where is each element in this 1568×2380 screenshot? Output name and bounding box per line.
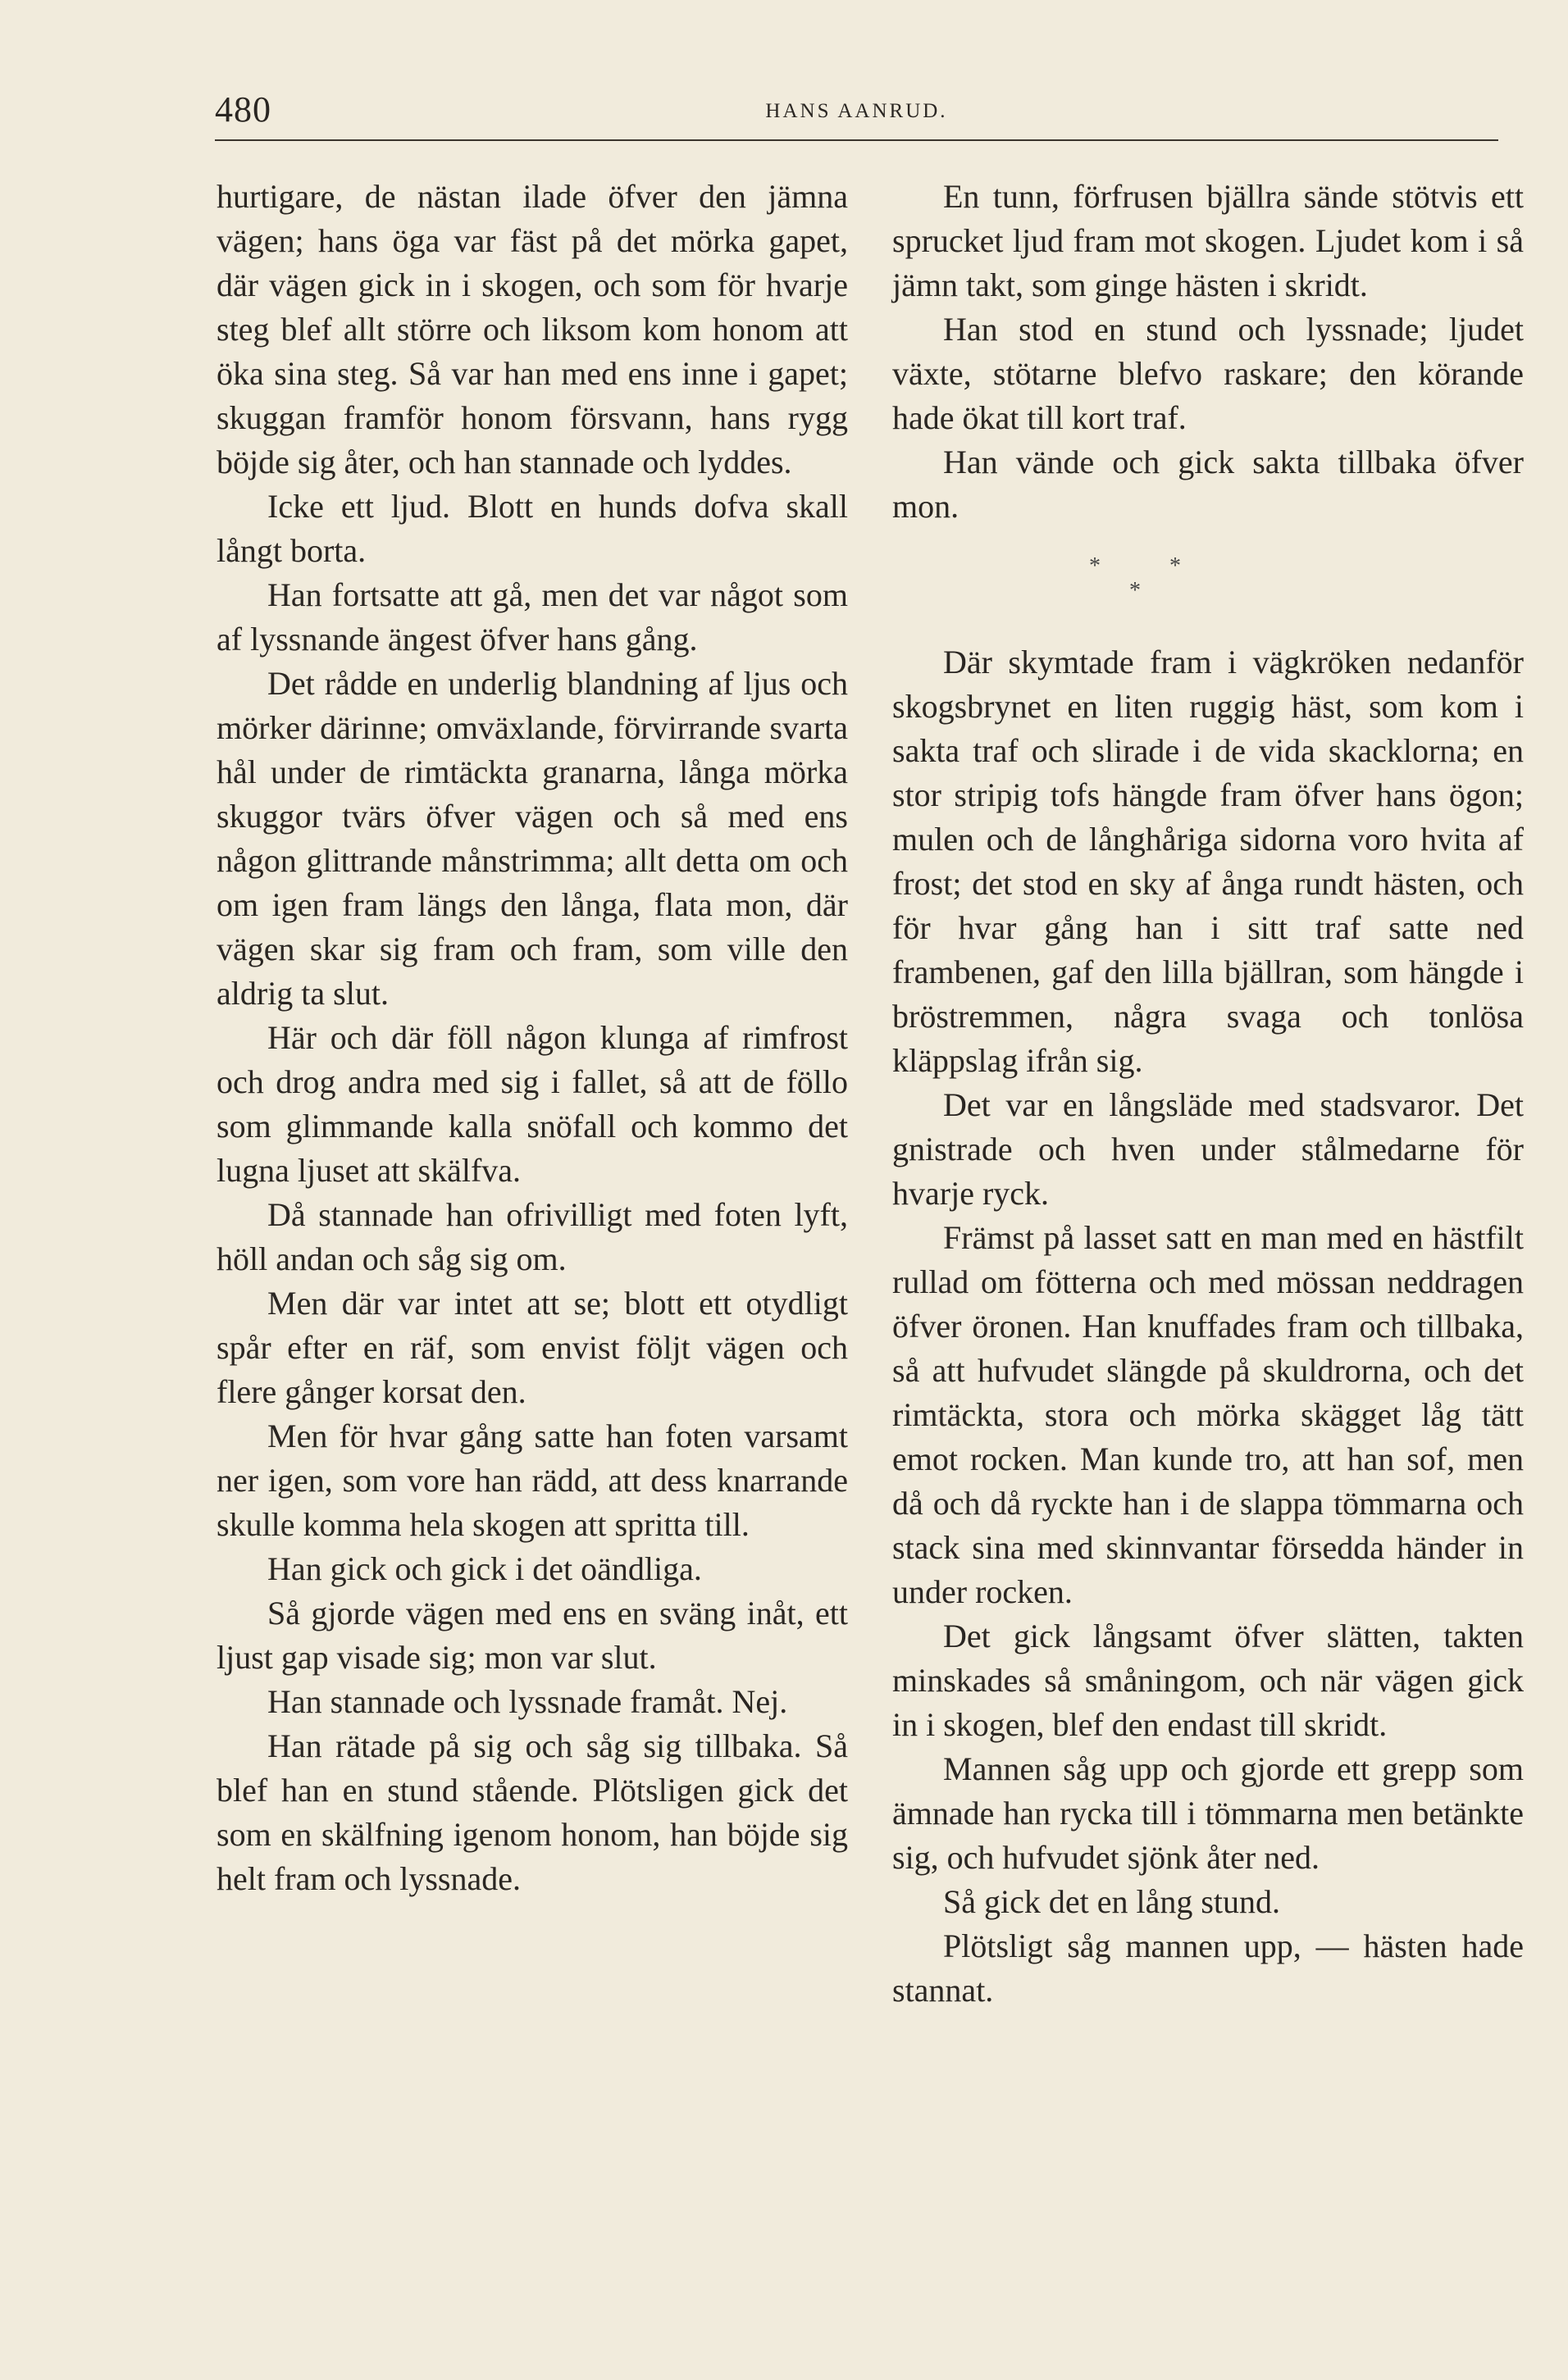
paragraph: Han stannade och lyssnade framåt. Nej. xyxy=(267,1683,788,1720)
page-header xyxy=(215,82,1498,143)
paragraph: Främst på lasset satt en man med en hästfilt rullad om fötterna och med mössan neddragen öfver öronen. Han knuffades fram och tillbaka, så att hufvudet slängde på skuldrorna, och det rimtäckta, stora och mörka skägget låg tätt emot rocken. Man kunde tro, att han sof, men då och då ryckte han i de slappa tömmarna och stack sina med skinnvantar försedda händer in under rocken. xyxy=(892,1219,1524,1610)
section-break xyxy=(892,529,1524,640)
paragraph: Då stannade han ofrivilligt med foten lyft, höll andan och såg sig om. xyxy=(217,1196,848,1277)
paragraph: Men där var intet att se; blott ett otydligt spår efter en räf, som envist följt vägen och flere gånger korsat den. xyxy=(217,1285,848,1410)
paragraph: Han rätade på sig och såg sig tillbaka. Så blef han en stund stående. Plötsligen gick det som en skälfning igenom honom, han böjde sig helt fram och lyssnade. xyxy=(217,1727,848,1897)
paragraph: Så gick det en lång stund. xyxy=(943,1883,1281,1920)
header-rule xyxy=(215,139,1498,141)
paragraph: Han fortsatte att gå, men det var något som af lyssnande ängest öfver hans gång. xyxy=(217,576,848,658)
paragraph: Så gjorde vägen med ens en sväng inåt, ett ljust gap visade sig; mon var slut. xyxy=(217,1595,848,1676)
running-head: HANS AANRUD. xyxy=(765,100,948,122)
paragraph: Han vände och gick sakta tillbaka öfver mon. xyxy=(892,444,1524,525)
asterisk-ornament: * xyxy=(1169,553,1181,579)
paragraph: En tunn, förfrusen bjällra sände stötvis ett sprucket ljud fram mot skogen. Ljudet kom i så jämn takt, som ginge hästen i skridt. xyxy=(892,178,1524,303)
paragraph: Det gick långsamt öfver slätten, takten minskades så småningom, och när vägen gick in i skogen, blef den endast till skridt. xyxy=(892,1618,1524,1743)
paragraph: Han gick och gick i det oändliga. xyxy=(267,1550,702,1587)
paragraph: Plötsligt såg mannen upp, — hästen hade stannat. xyxy=(892,1927,1524,2009)
left-column xyxy=(217,175,848,1901)
paragraph: Icke ett ljud. Blott en hunds dofva skall långt borta. xyxy=(217,488,848,569)
paragraph: Här och där föll någon klunga af rimfrost och drog andra med sig i fallet, så att de föllo som glimmande kalla snöfall och kommo det lugna ljuset att skälfva. xyxy=(217,1019,848,1189)
page-number: 480 xyxy=(215,89,271,130)
paragraph: Det rådde en underlig blandning af ljus och mörker därinne; omväxlande, förvirrande svarta hål under de rimtäckta granarna, långa mörka skuggor tvärs öfver vägen och så med ens någon glittrande månstrimma; allt detta om och om igen fram längs den långa, flata mon, där vägen skar sig fram och fram, som ville den aldrig ta slut. xyxy=(217,665,848,1012)
right-column xyxy=(892,175,1524,2013)
paragraph: hurtigare, de nästan ilade öfver den jämna vägen; hans öga var fäst på det mörka gapet, där vägen gick in i skogen, och som för hvarje steg blef allt större och liksom kom honom att öka sina steg. Så var han med ens inne i gapet; skuggan framför honom försvann, hans rygg böjde sig åter, och han stannade och lyddes. xyxy=(217,178,848,480)
paragraph: Han stod en stund och lyssnade; ljudet växte, stötarne blefvo raskare; den körande hade ökat till kort traf. xyxy=(892,311,1524,436)
paragraph: Det var en långsläde med stadsvaror. Det gnistrade och hven under stålmedarne för hvarje ryck. xyxy=(892,1086,1524,1212)
asterisk-ornament: * xyxy=(1129,578,1141,603)
paragraph: Där skymtade fram i vägkröken nedanför skogsbrynet en liten ruggig häst, som kom i sakta traf och slirade i de vida skacklorna; en stor stripig tofs hängde fram öfver hans ögon; mulen och de långhåriga sidorna voro hvita af frost; det stod en sky af ånga rundt hästen, och för hvar gång han i sitt traf satte ned frambenen, gaf den lilla bjällran, som hängde i bröstremmen, några svaga och tonlösa kläppslag ifrån sig. xyxy=(892,644,1524,1079)
paragraph: Mannen såg upp och gjorde ett grepp som ämnade han rycka till i tömmarna men betänkte sig, och hufvudet sjönk åter ned. xyxy=(892,1750,1524,1876)
asterisk-ornament: * xyxy=(1089,553,1101,579)
paragraph: Men för hvar gång satte han foten varsamt ner igen, som vore han rädd, att dess knarrande skulle komma hela skogen att spritta till. xyxy=(217,1418,848,1543)
